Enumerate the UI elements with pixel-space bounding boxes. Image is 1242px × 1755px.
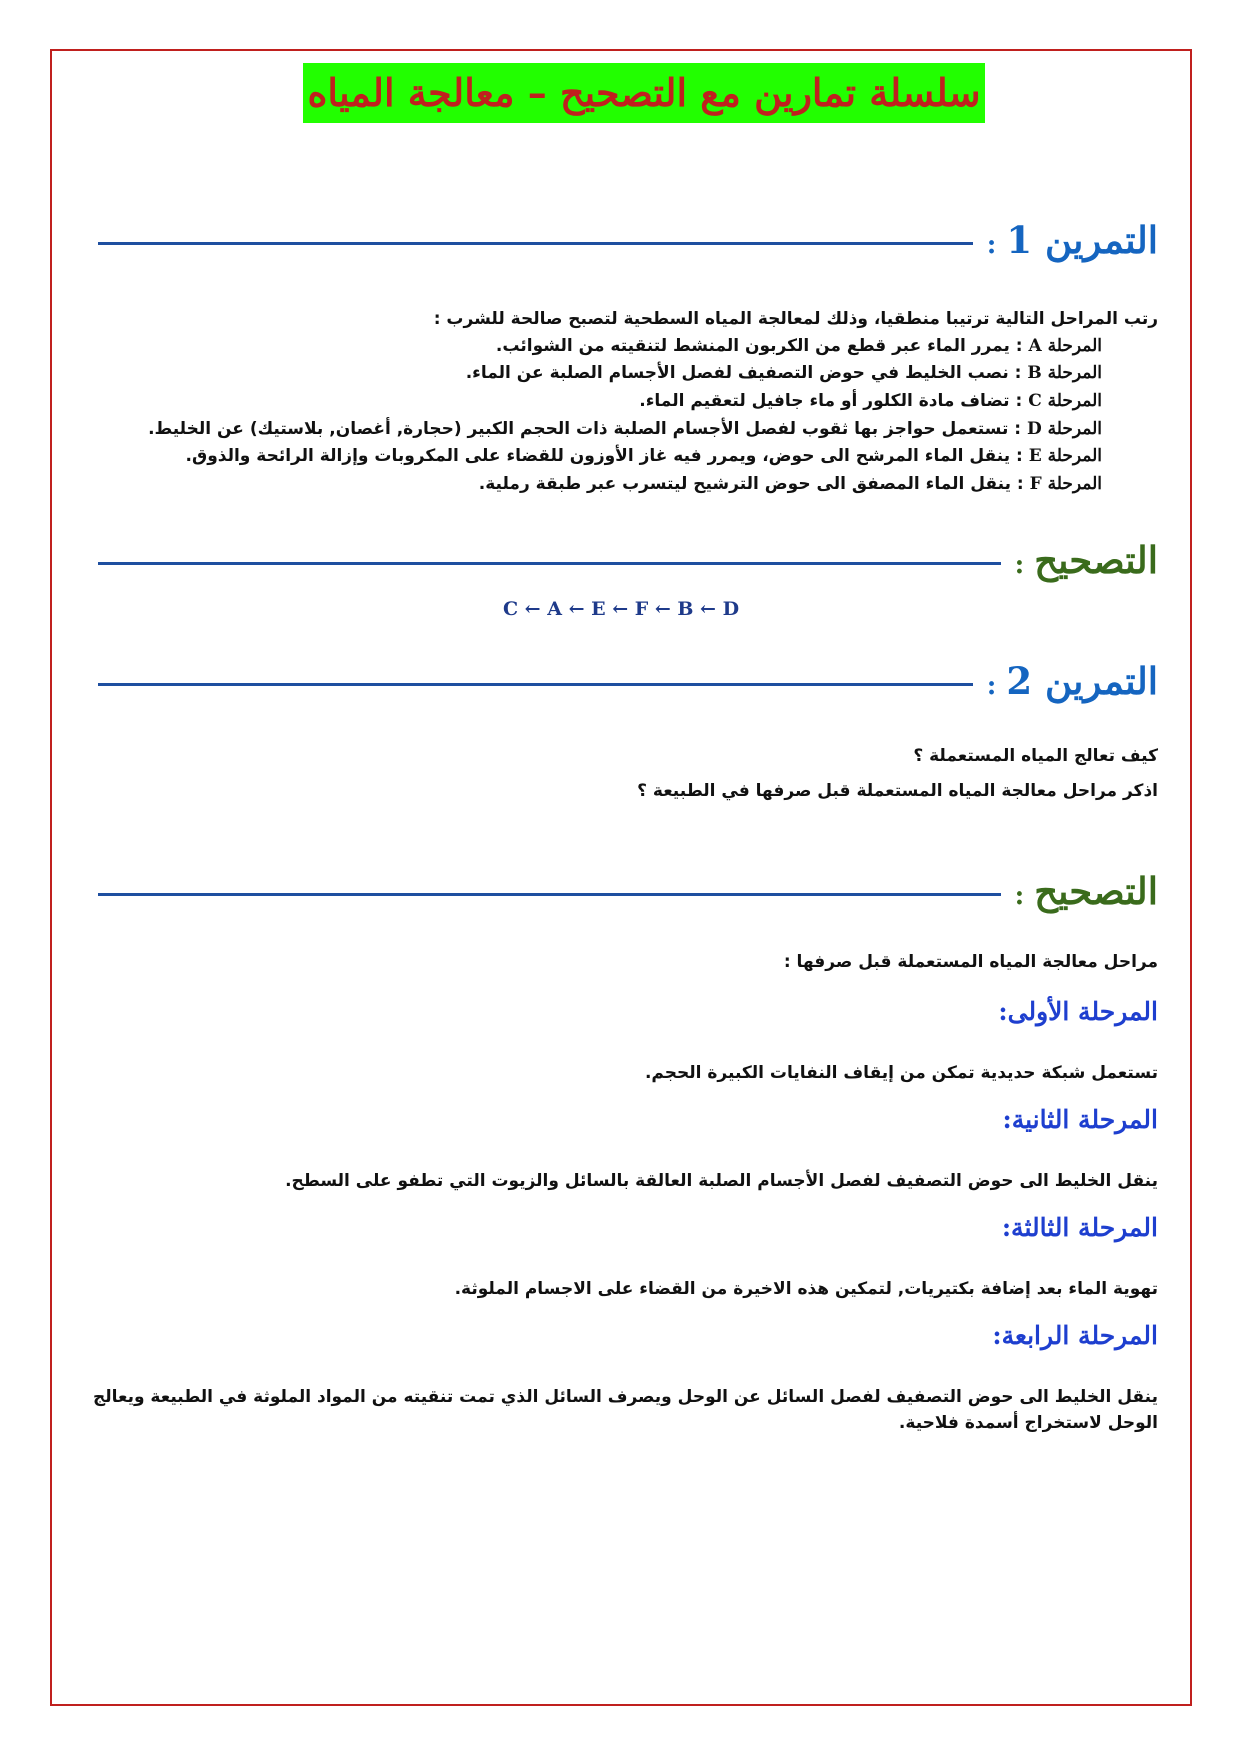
section-divider bbox=[98, 242, 973, 245]
exercise-2-header bbox=[98, 653, 1158, 709]
correction-1-answer: C ← A ← E ← F ← B ← D bbox=[502, 598, 740, 620]
section-divider bbox=[98, 893, 1001, 896]
exercise-1-heading: التمرين 1: bbox=[986, 218, 1158, 262]
stage-heading: المرحلة الأولى: bbox=[998, 997, 1158, 1026]
stage-item: المرحلة F : ينقل الماء المصفق الى حوض الترشيح ليتسرب عبر طبقة رملية. bbox=[478, 474, 1102, 494]
correction-1-heading: التصحيح: bbox=[1014, 538, 1158, 582]
exercise-1-header bbox=[98, 212, 1158, 268]
stage-item: المرحلة E : ينقل الماء المرشح الى حوض، ويمرر فيه غاز الأوزون للقضاء على المكروبات وإزالة الرائحة والذوق. bbox=[185, 446, 1102, 466]
correction-1-header bbox=[98, 532, 1158, 588]
exercise-1-intro: رتب المراحل التالية ترتيبا منطقيا، وذلك لمعالجة المياه السطحية لتصبح صالحة للشرب : bbox=[433, 309, 1158, 329]
page-title: سلسلة تمارين مع التصحيح – معالجة المياه bbox=[303, 63, 985, 123]
exercise-2-heading: التمرين 2: bbox=[986, 659, 1158, 703]
stage-text: تهوية الماء بعد إضافة بكتيريات, لتمكين هذه الاخيرة من القضاء على الاجسام الملوثة. bbox=[454, 1279, 1158, 1299]
stage-text: ينقل الخليط الى حوض التصفيف لفصل الأجسام الصلبة العالقة بالسائل والزيوت التي تطفو على السطح. bbox=[285, 1171, 1158, 1191]
correction-2-intro: مراحل معالجة المياه المستعملة قبل صرفها : bbox=[783, 952, 1158, 972]
exercise-2-question: اذكر مراحل معالجة المياه المستعملة قبل صرفها في الطبيعة ؟ bbox=[637, 781, 1158, 801]
stage-item: المرحلة C : تضاف مادة الكلور أو ماء جافيل لتعقيم الماء. bbox=[639, 391, 1102, 411]
correction-2-header bbox=[98, 863, 1158, 919]
section-divider bbox=[98, 683, 973, 686]
exercise-2-question: كيف تعالج المياه المستعملة ؟ bbox=[913, 746, 1158, 766]
stage-heading: المرحلة الثالثة: bbox=[1001, 1213, 1158, 1242]
stage-text: ينقل الخليط الى حوض التصفيف لفصل السائل عن الوحل ويصرف السائل الذي تمت تنقيته من المواد الملوثة في الطبيعة ويعالج الوحل لاستخراج أسمدة فلاحية. bbox=[92, 1387, 1158, 1433]
section-divider bbox=[98, 562, 1001, 565]
stage-item: المرحلة A : يمرر الماء عبر قطع من الكربون المنشط لتنقيته من الشوائب. bbox=[495, 336, 1102, 356]
stage-item: المرحلة D : تستعمل حواجز بها ثقوب لفصل الأجسام الصلبة ذات الحجم الكبير (حجارة, أغصان, بلاستيك) عن الخليط. bbox=[148, 419, 1102, 439]
stage-heading: المرحلة الرابعة: bbox=[992, 1321, 1158, 1350]
stage-text: تستعمل شبكة حديدية تمكن من إيقاف النفايات الكبيرة الحجم. bbox=[644, 1063, 1158, 1083]
stage-heading: المرحلة الثانية: bbox=[1002, 1105, 1158, 1134]
correction-2-heading: التصحيح: bbox=[1014, 869, 1158, 913]
stage-item: المرحلة B : نصب الخليط في حوض التصفيف لفصل الأجسام الصلبة عن الماء. bbox=[465, 363, 1102, 383]
